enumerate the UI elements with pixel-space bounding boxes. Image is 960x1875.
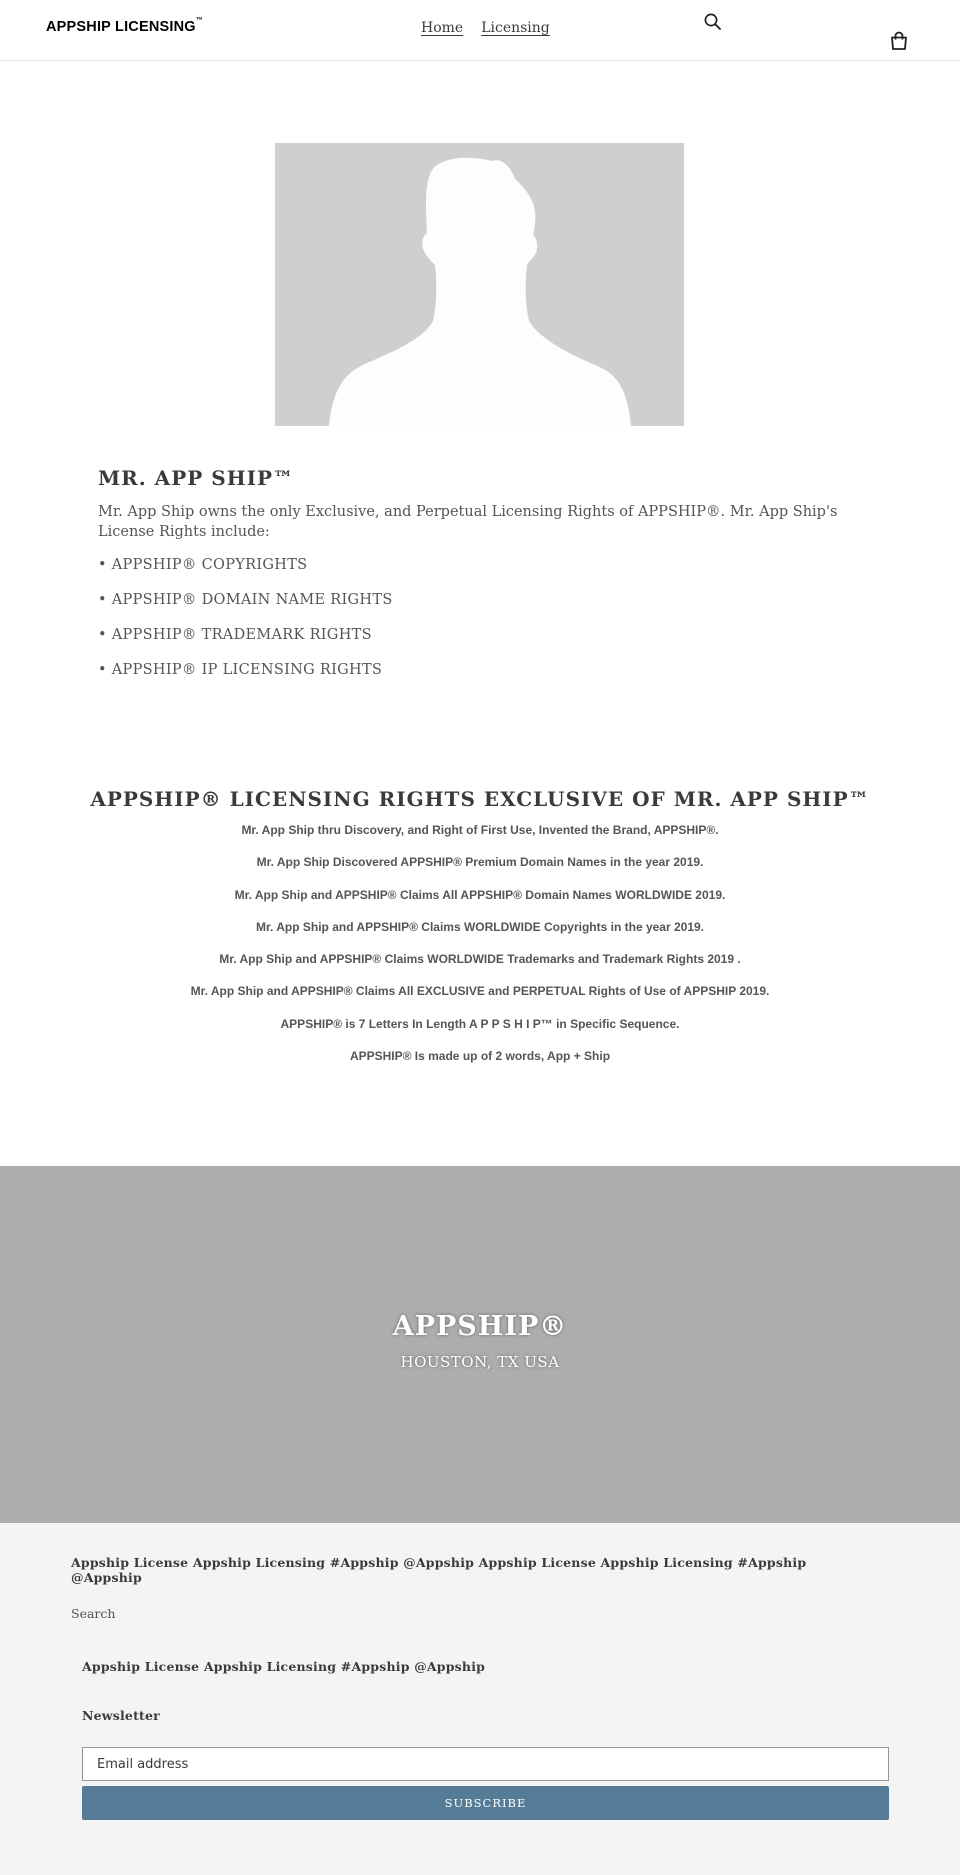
subscribe-button[interactable]: SUBSCRIBE xyxy=(82,1786,889,1820)
rights-line: Mr. App Ship and APPSHIP® Claims All EXCLUSIVE and PERPETUAL Rights of Use of APPSHIP 2019. xyxy=(190,984,770,999)
footer-tagline: Appship License Appship Licensing #Appship @Appship xyxy=(82,1659,486,1674)
banner-title: APPSHIP® xyxy=(392,1311,568,1342)
rights-line: Mr. App Ship and APPSHIP® Claims WORLDWIDE Trademarks and Trademark Rights 2019 . xyxy=(219,952,741,967)
rights-line: Mr. App Ship and APPSHIP® Claims WORLDWIDE Copyrights in the year 2019. xyxy=(255,919,705,934)
rights-line: Mr. App Ship and APPSHIP® Claims All APPSHIP® Domain Names WORLDWIDE 2019. xyxy=(234,887,726,902)
rights-list-item: • APPSHIP® IP LICENSING RIGHTS xyxy=(98,662,383,678)
footer-heading: Appship License Appship Licensing #Appship @Appship Appship License Appship Licensing #Appship @Appship xyxy=(71,1555,807,1585)
section-title: APPSHIP® LICENSING RIGHTS EXCLUSIVE OF MR. APP SHIP™ xyxy=(90,787,870,811)
profile-image xyxy=(275,143,684,426)
logo-trademark: ™ xyxy=(195,17,203,24)
profile-title: MR. APP SHIP™ xyxy=(98,466,294,490)
email-field[interactable] xyxy=(82,1747,889,1781)
rights-list-item: • APPSHIP® TRADEMARK RIGHTS xyxy=(98,627,372,643)
newsletter-title: Newsletter xyxy=(82,1708,160,1723)
profile-description: Mr. App Ship owns the only Exclusive, and Perpetual Licensing Rights of APPSHIP®. Mr. App Ship's License Rights include: xyxy=(98,504,838,540)
profile-section xyxy=(98,466,878,697)
site-header xyxy=(0,0,960,61)
main-nav xyxy=(421,20,550,36)
hero-banner xyxy=(0,1166,960,1523)
nav-link-home[interactable]: Home xyxy=(421,20,464,36)
site-footer xyxy=(0,1523,960,1875)
banner-subtitle: HOUSTON, TX USA xyxy=(400,1353,560,1371)
cart-icon[interactable] xyxy=(889,31,909,51)
person-silhouette-icon xyxy=(275,143,684,426)
site-logo[interactable] xyxy=(46,19,203,35)
rights-line: Mr. App Ship Discovered APPSHIP® Premium Domain Names in the year 2019. xyxy=(256,855,704,870)
rights-list-item: • APPSHIP® DOMAIN NAME RIGHTS xyxy=(98,592,393,608)
rights-list xyxy=(98,557,878,697)
footer-search-link[interactable]: Search xyxy=(71,1606,116,1621)
search-icon[interactable] xyxy=(703,12,723,32)
licensing-rights-section xyxy=(0,787,960,1081)
rights-line: APPSHIP® Is made up of 2 words, App + Ship xyxy=(349,1049,611,1064)
rights-list-item: • APPSHIP® COPYRIGHTS xyxy=(98,557,308,573)
rights-line: APPSHIP® is 7 Letters In Length A P P S H I P™ in Specific Sequence. xyxy=(280,1016,680,1031)
logo-text: APPSHIP LICENSING xyxy=(46,19,196,35)
nav-link-licensing[interactable]: Licensing xyxy=(481,20,550,36)
rights-line: Mr. App Ship thru Discovery, and Right of First Use, Invented the Brand, APPSHIP®. xyxy=(241,823,719,837)
